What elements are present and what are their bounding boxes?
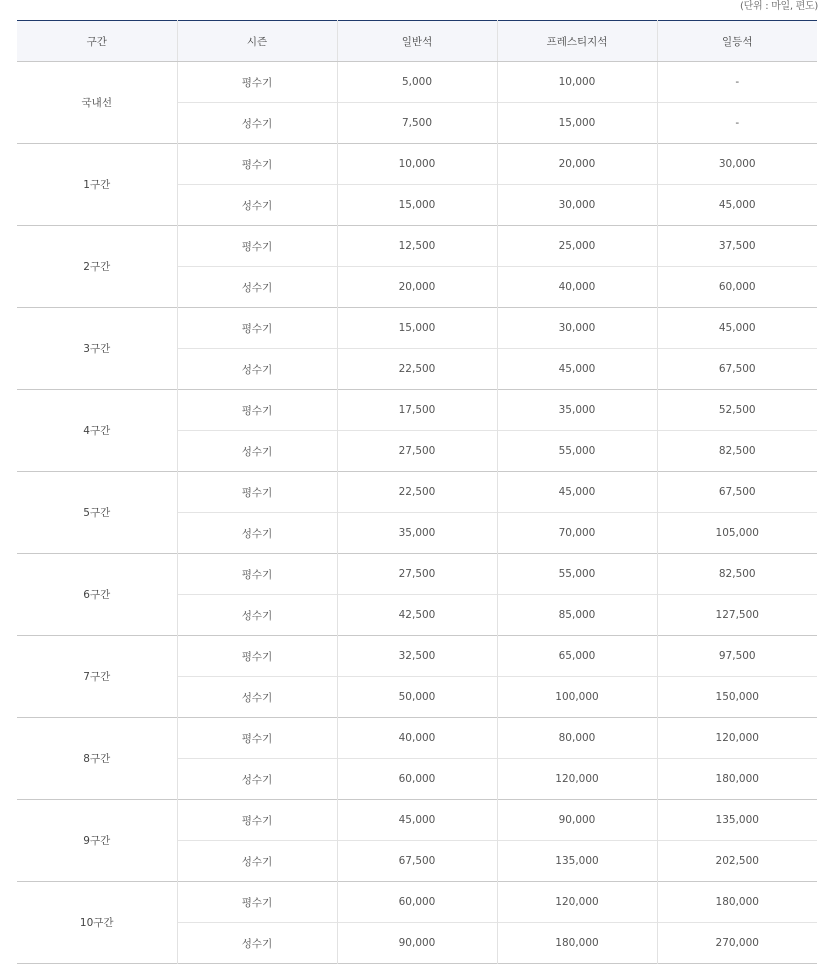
prestige-cell: 45,000 xyxy=(497,472,657,513)
table-header xyxy=(17,21,817,62)
section-cell: 7구간 xyxy=(17,636,177,718)
economy-cell: 17,500 xyxy=(337,390,497,431)
season-cell: 성수기 xyxy=(177,103,337,144)
economy-cell: 45,000 xyxy=(337,800,497,841)
first-class-cell: 127,500 xyxy=(657,595,817,636)
prestige-cell: 85,000 xyxy=(497,595,657,636)
prestige-cell: 70,000 xyxy=(497,513,657,554)
section-cell: 9구간 xyxy=(17,800,177,882)
first-class-cell: 120,000 xyxy=(657,718,817,759)
first-class-cell: - xyxy=(657,62,817,103)
section-cell: 4구간 xyxy=(17,390,177,472)
first-class-cell: 180,000 xyxy=(657,882,817,923)
prestige-cell: 135,000 xyxy=(497,841,657,882)
first-class-cell: 270,000 xyxy=(657,923,817,964)
first-class-cell: 82,500 xyxy=(657,431,817,472)
table-row xyxy=(17,144,817,185)
economy-cell: 10,000 xyxy=(337,144,497,185)
section-cell: 2구간 xyxy=(17,226,177,308)
economy-cell: 7,500 xyxy=(337,103,497,144)
prestige-cell: 20,000 xyxy=(497,144,657,185)
season-cell: 성수기 xyxy=(177,185,337,226)
first-class-cell: 67,500 xyxy=(657,349,817,390)
table-row xyxy=(17,636,817,677)
prestige-cell: 55,000 xyxy=(497,431,657,472)
season-cell: 성수기 xyxy=(177,923,337,964)
season-cell: 성수기 xyxy=(177,349,337,390)
section-cell: 6구간 xyxy=(17,554,177,636)
first-class-cell: 135,000 xyxy=(657,800,817,841)
economy-cell: 15,000 xyxy=(337,185,497,226)
prestige-cell: 35,000 xyxy=(497,390,657,431)
first-class-cell: 52,500 xyxy=(657,390,817,431)
season-cell: 평수기 xyxy=(177,718,337,759)
first-class-cell: 45,000 xyxy=(657,308,817,349)
first-class-cell: 67,500 xyxy=(657,472,817,513)
section-cell: 10구간 xyxy=(17,882,177,964)
season-cell: 평수기 xyxy=(177,882,337,923)
prestige-cell: 120,000 xyxy=(497,882,657,923)
prestige-cell: 10,000 xyxy=(497,62,657,103)
economy-cell: 32,500 xyxy=(337,636,497,677)
prestige-cell: 25,000 xyxy=(497,226,657,267)
table-row xyxy=(17,62,817,103)
header-economy: 일반석 xyxy=(337,21,497,62)
economy-cell: 20,000 xyxy=(337,267,497,308)
table-row xyxy=(17,472,817,513)
prestige-cell: 55,000 xyxy=(497,554,657,595)
season-cell: 평수기 xyxy=(177,800,337,841)
prestige-cell: 65,000 xyxy=(497,636,657,677)
first-class-cell: 202,500 xyxy=(657,841,817,882)
economy-cell: 90,000 xyxy=(337,923,497,964)
season-cell: 성수기 xyxy=(177,595,337,636)
season-cell: 평수기 xyxy=(177,472,337,513)
season-cell: 성수기 xyxy=(177,759,337,800)
season-cell: 성수기 xyxy=(177,677,337,718)
economy-cell: 15,000 xyxy=(337,308,497,349)
economy-cell: 27,500 xyxy=(337,431,497,472)
first-class-cell: 30,000 xyxy=(657,144,817,185)
economy-cell: 50,000 xyxy=(337,677,497,718)
economy-cell: 22,500 xyxy=(337,472,497,513)
table-row xyxy=(17,800,817,841)
first-class-cell: - xyxy=(657,103,817,144)
first-class-cell: 97,500 xyxy=(657,636,817,677)
section-cell: 5구간 xyxy=(17,472,177,554)
header-section: 구간 xyxy=(17,21,177,62)
table-row xyxy=(17,554,817,595)
first-class-cell: 60,000 xyxy=(657,267,817,308)
economy-cell: 22,500 xyxy=(337,349,497,390)
first-class-cell: 180,000 xyxy=(657,759,817,800)
first-class-cell: 45,000 xyxy=(657,185,817,226)
prestige-cell: 45,000 xyxy=(497,349,657,390)
economy-cell: 40,000 xyxy=(337,718,497,759)
section-cell: 국내선 xyxy=(81,97,112,109)
prestige-cell: 40,000 xyxy=(497,267,657,308)
section-cell: 1구간 xyxy=(17,144,177,226)
table-body xyxy=(17,62,817,964)
season-cell: 평수기 xyxy=(177,554,337,595)
prestige-cell: 180,000 xyxy=(497,923,657,964)
section-cell: 3구간 xyxy=(17,308,177,390)
header-prestige: 프레스티지석 xyxy=(497,21,657,62)
unit-note: (단위 : 마일, 편도) xyxy=(740,1,818,12)
economy-cell: 60,000 xyxy=(337,759,497,800)
section-cell: 8구간 xyxy=(17,718,177,800)
season-cell: 성수기 xyxy=(177,267,337,308)
economy-cell: 35,000 xyxy=(337,513,497,554)
prestige-cell: 15,000 xyxy=(497,103,657,144)
header-row xyxy=(17,21,817,62)
table-row xyxy=(17,718,817,759)
economy-cell: 67,500 xyxy=(337,841,497,882)
economy-cell: 5,000 xyxy=(337,62,497,103)
season-cell: 성수기 xyxy=(177,513,337,554)
prestige-cell: 120,000 xyxy=(497,759,657,800)
prestige-cell: 90,000 xyxy=(497,800,657,841)
first-class-cell: 150,000 xyxy=(657,677,817,718)
season-cell: 평수기 xyxy=(177,144,337,185)
prestige-cell: 80,000 xyxy=(497,718,657,759)
season-cell: 평수기 xyxy=(177,390,337,431)
economy-cell: 12,500 xyxy=(337,226,497,267)
table-row xyxy=(17,226,817,267)
header-season: 시즌 xyxy=(177,21,337,62)
table-row xyxy=(17,308,817,349)
first-class-cell: 37,500 xyxy=(657,226,817,267)
table-row xyxy=(17,390,817,431)
season-cell: 성수기 xyxy=(177,431,337,472)
first-class-cell: 105,000 xyxy=(657,513,817,554)
prestige-cell: 30,000 xyxy=(497,308,657,349)
season-cell: 평수기 xyxy=(177,308,337,349)
prestige-cell: 30,000 xyxy=(497,185,657,226)
season-cell: 성수기 xyxy=(177,841,337,882)
season-cell: 평수기 xyxy=(177,62,337,103)
mileage-table xyxy=(17,20,817,964)
season-cell: 평수기 xyxy=(177,226,337,267)
first-class-cell: 82,500 xyxy=(657,554,817,595)
economy-cell: 60,000 xyxy=(337,882,497,923)
table-row xyxy=(17,882,817,923)
economy-cell: 42,500 xyxy=(337,595,497,636)
season-cell: 평수기 xyxy=(177,636,337,677)
header-first: 일등석 xyxy=(657,21,817,62)
economy-cell: 27,500 xyxy=(337,554,497,595)
prestige-cell: 100,000 xyxy=(497,677,657,718)
